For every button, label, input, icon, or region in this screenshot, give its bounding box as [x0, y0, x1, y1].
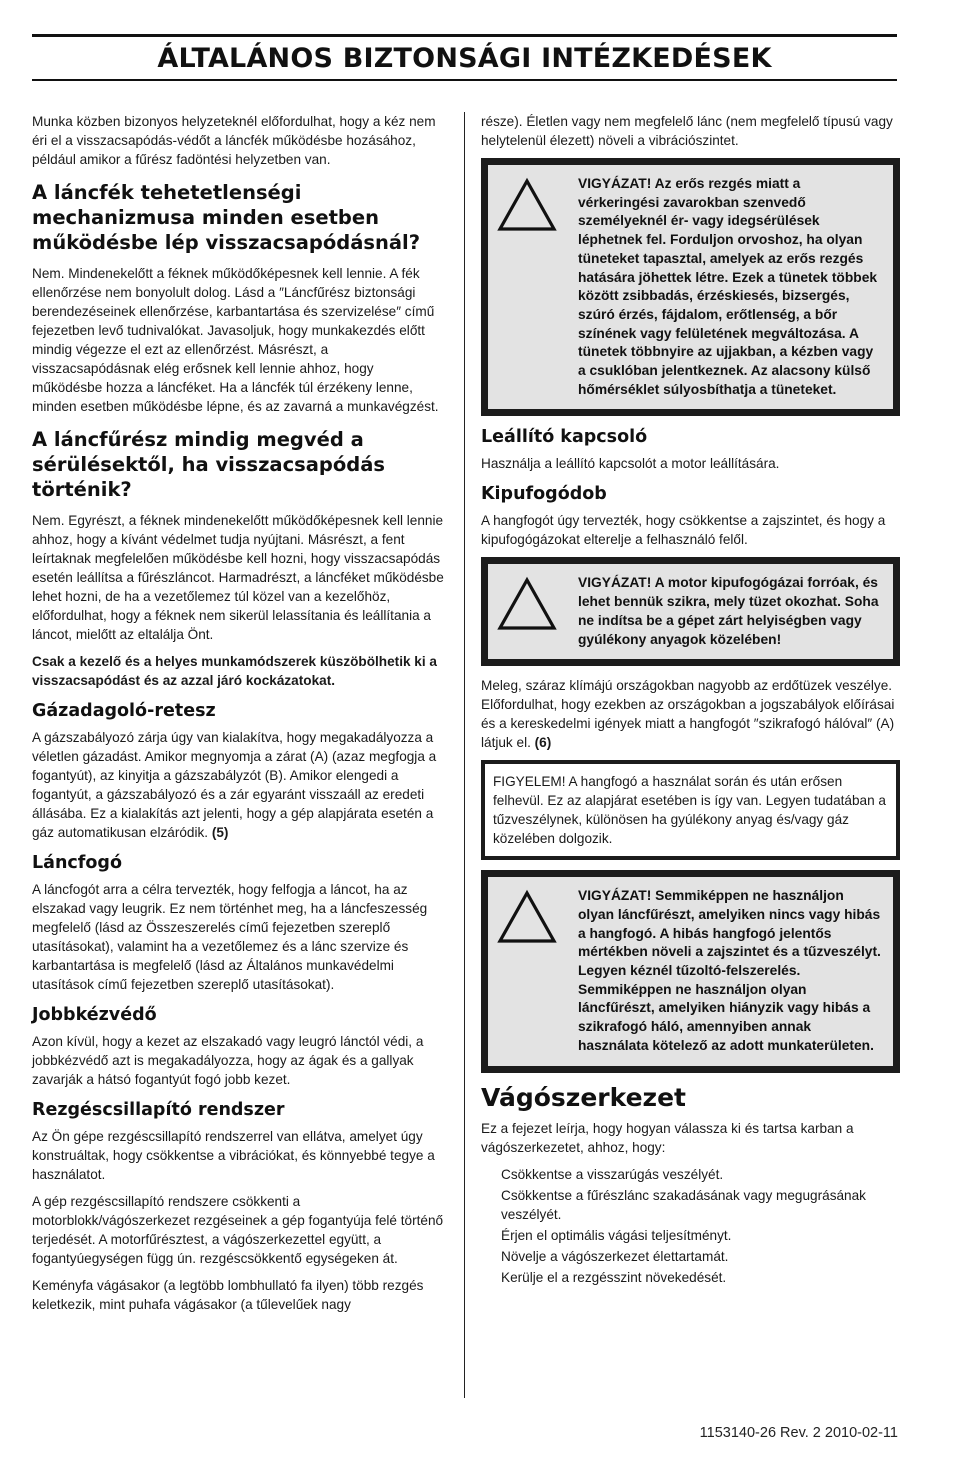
- header-bottom-rule: [32, 79, 897, 81]
- paragraph-vibration-3: Keményfa vágásakor (a legtöbb lombhullató fa ilyen) több rezgés keletkezik, mint puhafa vágásakor (a tűlevelűek nagy: [32, 1278, 424, 1312]
- warning-box-muffler: [481, 870, 900, 1072]
- heading-cutting-equipment: Vágószerkezet: [481, 1082, 687, 1112]
- heading-protection: A láncfűrész mindig megvéd a sérülésektől, ha visszacsapódás történik?: [32, 428, 385, 501]
- paragraph-throttle-lockout: [32, 728, 446, 842]
- paragraph-inertia: Nem. Mindenekelőtt a féknek működőképesnek kell lennie. A fék ellenőrzése nem bonyolult dolog. Lásd a ″Láncfűrész biztonsági berendezéseinek ellenőrzése, karbantartása és szervizelése″ című fejezetben levő tudnivalókat. Javasoljuk, hogy munkakezdés előtt mindig végezze el ezt az ellenőrzést. Másrészt, a visszacsapódásnak elég erősnek kell lennie ahhoz, hogy működésbe hozza a láncféket. Ha a láncfék túl érzékeny lenne, minden esetben működésbe lépne, és az zavarná a munkavégzést.: [32, 266, 439, 414]
- column-divider: [464, 112, 465, 1398]
- list-item: Érjen el optimális vágási teljesítményt.: [501, 1227, 732, 1243]
- right-column: [481, 112, 900, 1289]
- paragraph-right-hand-guard: Azon kívül, hogy a kezet az elszakadó vagy leugró lánctól védi, a jobbkézvédő azt is megakadályozza, hogy az ágak és a gallyak zavarják a hátsó fogantyút fogó jobb kezet.: [32, 1034, 424, 1087]
- warning-box-exhaust: [481, 557, 900, 666]
- heading-right-hand-guard: Jobbkézvédő: [32, 1005, 157, 1025]
- figure-ref-5: (5): [211, 825, 229, 840]
- paragraph-muffler: A hangfogót úgy tervezték, hogy csökkentse a zajszintet, és hogy a kipufogógázokat elterelje a felhasználó felől.: [481, 513, 886, 548]
- left-column: [32, 112, 446, 1322]
- figure-ref-6: (6): [534, 735, 552, 751]
- warning-box-vibration: [481, 158, 900, 416]
- list-item: Csökkentse a fűrészlánc szakadásának vagy megugrásának veszélyét.: [501, 1187, 866, 1222]
- page-header: [32, 34, 897, 81]
- heading-vibration-system: Rezgéscsillapító rendszer: [32, 1100, 285, 1120]
- document-reference: 1153140-26 Rev. 2 2010-02-11: [699, 1425, 898, 1441]
- paragraph-climate: [481, 676, 900, 752]
- warning-text-muffler: VIGYÁZAT! Semmiképpen ne használjon olyan láncfűrészt, amelyiken nincs vagy hibás a hangfogó. A hibás hangfogó jelentős mértékben növeli a zajszintet és a tűzveszélyt. Legyen kéznél tűzoltó-felszerelés. Semmiképpen ne használjon olyan láncfűrészt, amelyiken hiányzik vagy hibás a szikrafogó háló, amennyiben annak használata kötelező az adott munkaterületen.: [578, 888, 881, 1053]
- warning-triangle-icon: [496, 574, 578, 649]
- warning-triangle-icon: [496, 175, 578, 399]
- list-item: Kerülje el a rezgésszint növekedését.: [501, 1269, 727, 1285]
- paragraph-protection: Nem. Egyrészt, a féknek mindenekelőtt működőképesnek kell lennie ahhoz, hogy a kívánt védelmet tudja nyújtani. Másrészt, a fent leírtaknak megfelelően működésbe kell hozni, hogy visszacsapódás esetén leállítsa a fűrészláncot. Harmadrészt, a láncféket működésbe lehet hozni, de ha a vezetőlemez túl közel van a kezelőhöz, előfordulhat, hogy a féknek nem sikerül lelassítania és leállítania a láncot, mielőtt az eltalálja Önt.: [32, 513, 444, 642]
- note-box-muffler-heat: [481, 760, 900, 860]
- paragraph-vibration-1: Az Ön gépe rezgéscsillapító rendszerrel van ellátva, amelyet úgy konstruáltak, hogy csökkentse a vibrációkat, és könnyebbé tegye a használatot.: [32, 1129, 435, 1182]
- paragraph-climate-text: Meleg, száraz klímájú országokban nagyobb az erdőtüzek veszélye. Előfordulhat, hogy ezekben az országokban a jogszabályok előírásai és a kereskedelmi igények miatt a hangfogót ″szikrafogó hálóval″ (A) látjuk el.: [481, 678, 895, 751]
- paragraph-vibration-2: A gép rezgéscsillapító rendszere csökkenti a motorblokk/vágószerkezet rezgéseinek a gép fogantyúja felé történő terjedését. A motorfűrésztest, a vágószerkezettel együtt, a fogantyúegységen függ ún. rezgéscsökkentő egységeken át.: [32, 1194, 444, 1266]
- paragraph-operator-only: Csak a kezelő és a helyes munkamódszerek küszöbölhetik ki a visszacsapódást és az azzal járó kockázatokat.: [32, 654, 437, 688]
- intro-paragraph: Munka közben bizonyos helyzeteknél előfordulhat, hogy a kéz nem éri el a visszacsapódás-védőt a láncfék működésbe hozásához, például amikor a fűrész fadöntési helyzetben van.: [32, 114, 436, 167]
- heading-inertia: A láncfék tehetetlenségi mechanizmusa minden esetben működésbe lép visszacsapódásnál?: [32, 181, 421, 254]
- list-item: Növelje a vágószerkezet élettartamát.: [501, 1248, 729, 1264]
- note-text-muffler-heat: FIGYELEM! A hangfogó a használat során és után erősen felhevül. Ez az alapjárat esetében is így van. Legyen tudatában a tűzveszélynek, különösen ha gyúlékony anyag és/vagy gáz közelében dolgozik.: [493, 774, 886, 847]
- warning-text-exhaust: VIGYÁZAT! A motor kipufogógázai forróak, és lehet bennük szikra, mely tüzet okozhat. Soha ne indítsa be a gépet zárt helyiségben vagy gyúlékony anyagok közelében!: [578, 575, 879, 647]
- heading-stop-switch: Leállító kapcsoló: [481, 427, 648, 448]
- paragraph-stop-switch: Használja a leállító kapcsolót a motor leállítására.: [481, 456, 780, 472]
- heading-chain-catcher: Láncfogó: [32, 853, 122, 873]
- cutting-goals-list: [481, 1165, 900, 1287]
- warning-triangle-icon: [496, 887, 578, 1055]
- paragraph-throttle-text: A gázszabályozó zárja úgy van kialakítva, hogy megakadályozza a véletlen gázadást. Amikor megnyomja a zárat (A) (azaz megfogja a fogantyút), az kinyitja a gázszabályzót (B). Amikor elengedi a fogantyút, a gázszabályozó és a zár egyaránt visszaáll az eredeti állásába. Ez a kialakítás azt jelenti, hogy a gép alapjárata esetén a gáz automatikusan elzáródik.: [32, 730, 437, 840]
- page-title: ÁLTALÁNOS BIZTONSÁGI INTÉZKEDÉSEK: [157, 43, 772, 74]
- heading-muffler: Kipufogódob: [481, 484, 607, 505]
- paragraph-chain-catcher: A láncfogót arra a célra tervezték, hogy felfogja a láncot, ha az elszakad vagy leugrik. Ez nem történhet meg, ha a láncfeszesség megfelelő (lásd az Összeszerelés című fejezetben szereplő utasításokat), valamint ha a vezetőlemez és a lánc szervize és karbantartása is megfelelő (lásd az Általános munkavédelmi utasítások című fejezetben szereplő utasításokat).: [32, 882, 428, 992]
- paragraph-cutting-equipment: Ez a fejezet leírja, hogy hogyan válassza ki és tartsa karban a vágószerkezetet, ahhoz, hogy:: [481, 1120, 854, 1155]
- heading-throttle-lockout: Gázadagoló-retesz: [32, 701, 216, 721]
- list-item: Csökkentse a visszarúgás veszélyét.: [501, 1166, 724, 1182]
- warning-text-vibration: VIGYÁZAT! Az erős rezgés miatt a vérkeringési zavarokban szenvedő személyeknél ér- vagy idegsérülések léphetnek fel. Forduljon orvoshoz, ha olyan tüneteket tapasztal, amelyek az erős rezgés hatására jöhettek létre. Ezek a tünetek többek között zsibbadás, érzéskiesés, bizsergés, szúró érzés, fájdalom, erőtlenség, a bőr színének vagy felületének megváltozása. A tünetek többnyire az ujjakban, a kézben vagy a csuklóban jelentkeznek. Az alacsony külső hőmérséklet súlyosbíthatja a tüneteket.: [578, 176, 878, 397]
- paragraph-vibration-continued: része). Életlen vagy nem megfelelő lánc (nem megfelelő típusú vagy helytelenül élezett) növeli a vibrációszintet.: [481, 114, 893, 148]
